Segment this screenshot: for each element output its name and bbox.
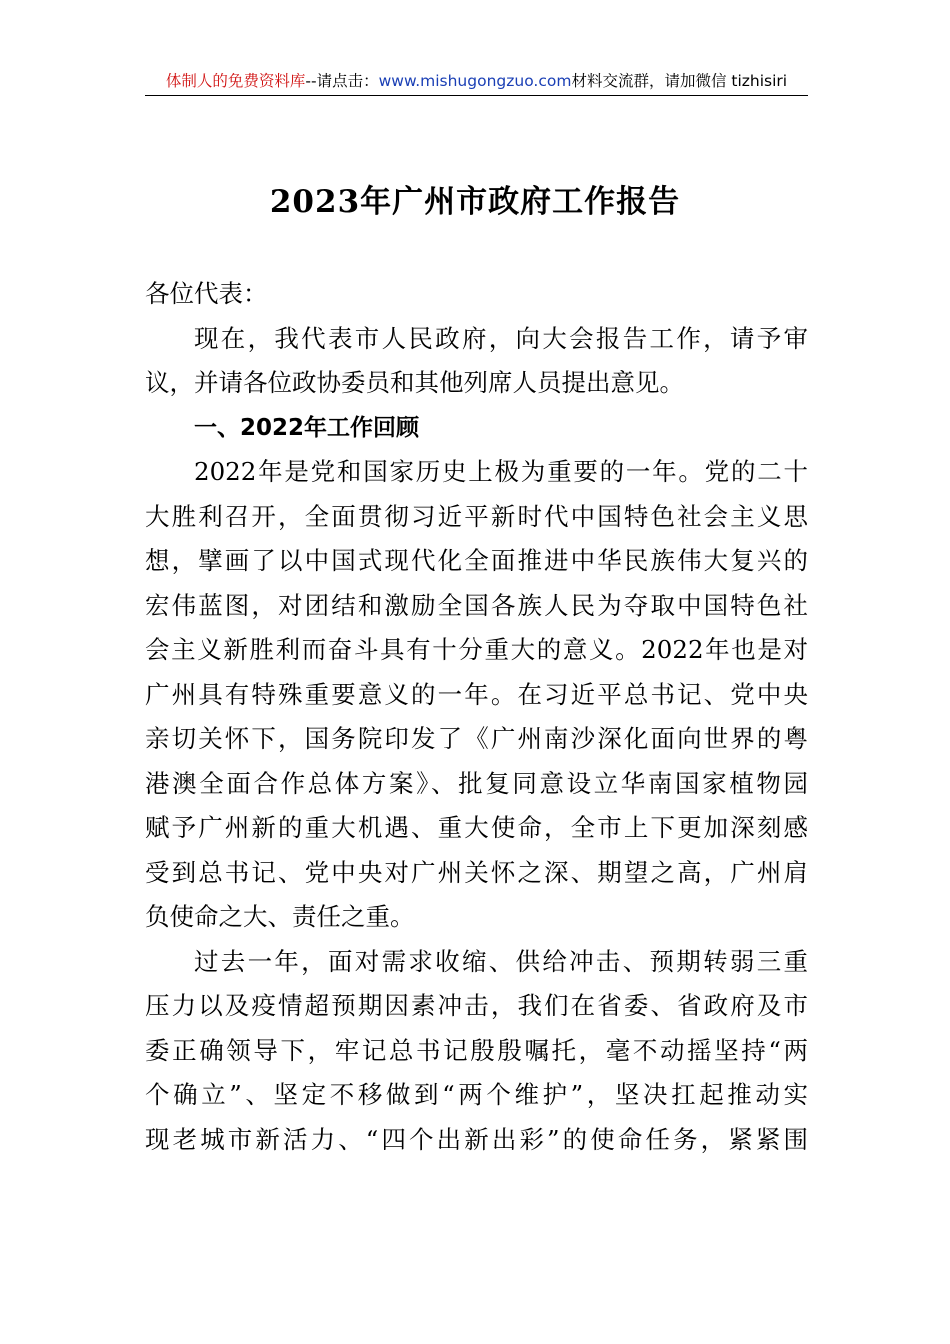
paragraph-line: 受到总书记、党中央对广州关怀之深、期望之高，广州肩 [145, 857, 808, 887]
paragraph-line: 负使命之大、责任之重。 [145, 902, 415, 931]
paragraph-line: 2022年是党和国家历史上极为重要的一年。党的二十 [194, 457, 808, 486]
paragraph-line: 想，擘画了以中国式现代化全面推进中华民族伟大复兴的 [145, 546, 808, 575]
header-tail: 材料交流群，请加微信 tizhisiri [571, 72, 788, 90]
salutation: 各位代表： [145, 279, 268, 308]
paragraph-line: 现老城市新活力、“四个出新出彩”的使命任务，紧紧围 [145, 1124, 808, 1154]
paragraph-line: 现在，我代表市人民政府，向大会报告工作，请予审 [194, 323, 808, 353]
paragraph-line: 宏伟蓝图，对团结和激励全国各族人民为夺取中国特色社 [145, 590, 808, 620]
paragraph-line: 赋予广州新的重大机遇、重大使命，全市上下更加深刻感 [145, 813, 808, 842]
paragraph-line: 压力以及疫情超预期因素冲击，我们在省委、省政府及市 [145, 991, 808, 1020]
paragraph-line: 委正确领导下，牢记总书记殷殷嘱托，毫不动摇坚持“两 [145, 1035, 808, 1065]
paragraph-line: 广州具有特殊重要意义的一年。在习近平总书记、党中央 [145, 679, 808, 709]
paragraph-line: 个确立”、坚定不移做到“两个维护”，坚决扛起推动实 [145, 1080, 808, 1109]
paragraph-line: 港澳全面合作总体方案》、批复同意设立华南国家植物园 [145, 768, 808, 798]
document-body [145, 272, 808, 1162]
paragraph-line: 议，并请各位政协委员和其他列席人员提出意见。 [145, 368, 684, 397]
paragraph-line: 过去一年，面对需求收缩、供给冲击、预期转弱三重 [194, 946, 808, 976]
header-brand: 体制人的免费资料库 [165, 72, 306, 90]
header-divider [145, 95, 808, 96]
page-header [145, 68, 808, 94]
paragraph-line: 会主义新胜利而奋斗具有十分重大的意义。2022年也是对 [145, 635, 808, 664]
paragraph-line: 大胜利召开，全面贯彻习近平新时代中国特色社会主义思 [145, 501, 808, 531]
header-separator: --请点击： [305, 72, 379, 90]
section-heading: 一、2022年工作回顾 [194, 414, 420, 441]
paragraph-line: 亲切关怀下，国务院印发了《广州南沙深化面向世界的粤 [145, 724, 808, 753]
document-title: 2023年广州市政府工作报告 [269, 184, 681, 220]
header-link[interactable]: www.mishugongzuo.com [378, 72, 572, 90]
